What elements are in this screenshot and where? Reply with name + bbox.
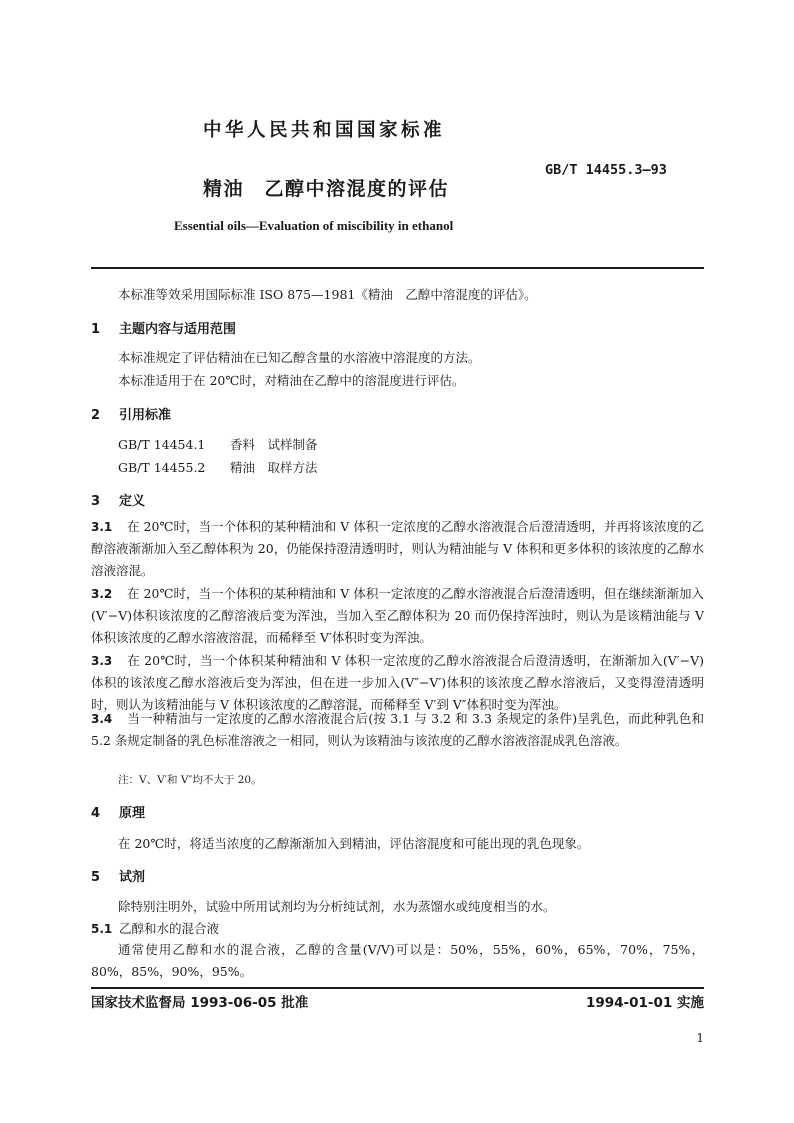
clause-3-1 — [91, 516, 704, 583]
section-3-note: 注：V、V′和 V″均不大于 20。 — [118, 774, 262, 786]
section-2-title: 引用标准 — [119, 408, 172, 423]
clause-3-2 — [91, 583, 704, 650]
section-5-text: 除特别注明外，试验中所用试剂均为分析纯试剂，水为蒸馏水或纯度相当的水。 — [118, 899, 556, 914]
section-1-line-1: 本标准规定了评估精油在已知乙醇含量的水溶液中溶混度的方法。 — [118, 350, 481, 365]
clause-3-4-text: 当一种精油与一定浓度的乙醇水溶液混合后(按 3.1 与 3.2 和 3.3 条规定的条件)呈乳色，而此种乳色和 5.2 条规定制备的乳色标准溶液之一相同，则认为该精油与该浓度的乙醇水溶液溶混成乳色溶液。 — [91, 711, 704, 749]
reference-1-code: GB/T 14454.1 — [118, 437, 206, 452]
reference-2-code: GB/T 14455.2 — [118, 460, 206, 475]
section-5-number: 5 — [91, 870, 101, 885]
clause-3-4 — [91, 708, 704, 752]
section-3-number: 3 — [91, 494, 101, 509]
clause-3-1-number: 3.1 — [91, 520, 113, 534]
section-4-text: 在 20℃时，将适当浓度的乙醇渐渐加入到精油，评估溶混度和可能出现的乳色现象。 — [118, 836, 590, 851]
section-4-number: 4 — [91, 806, 101, 821]
section-3-title: 定义 — [119, 494, 146, 509]
clause-3-1-text: 在 20℃时，当一个体积的某种精油和 V 体积一定浓度的乙醇水溶液混合后澄清透明，并再将该浓度的乙醇溶液渐渐加入至乙醇体积为 20，仍能保持澄清透明时，则认为精油能与 V 体积和更多体积的该浓度的乙醇水溶液溶混。 — [91, 519, 704, 579]
section-1-title: 主题内容与适用范围 — [119, 322, 237, 337]
subclause-5-1 — [91, 919, 219, 937]
national-standard-title: 中华人民共和国国家标准 — [203, 120, 446, 141]
section-2-heading — [91, 404, 171, 423]
clause-3-3-number: 3.3 — [91, 654, 113, 668]
page-number: 1 — [696, 1031, 704, 1045]
subclause-5-1-text: 通常使用乙醇和水的混合液，乙醇的含量(V/V)可以是：50%，55%，60%，65%，70%，75%，80%，85%，90%，95%。 — [91, 942, 704, 980]
section-1-line-2: 本标准适用于在 20℃时，对精油在乙醇中的溶混度进行评估。 — [118, 373, 465, 388]
subclause-5-1-title: 乙醇和水的混合液 — [119, 921, 220, 936]
clause-3-3-text: 在 20℃时，当一个体积某种精油和 V 体积一定浓度的乙醇水溶液混合后澄清透明，在渐渐加入(V′−V)体积的该浓度乙醇水溶液后变为浑浊，但在进一步加入(V″−V′)体积的该浓度乙醇水溶液后，又变得澄清透明时，则认为该精油能与 V 体积该浓度的乙醇溶混，而稀释至 V′到 V″体积时变为浑浊。 — [91, 653, 704, 713]
section-1-heading — [91, 318, 236, 337]
section-4-title: 原理 — [119, 806, 146, 821]
subclause-5-1-number: 5.1 — [91, 922, 113, 936]
reference-1 — [118, 435, 318, 453]
intro-text: 本标准等效采用国际标准 ISO 875—1981《精油 乙醇中溶混度的评估》。 — [118, 287, 537, 302]
footer-rule — [91, 987, 704, 989]
standard-code: GB/T 14455.3—93 — [545, 162, 667, 178]
reference-1-name: 香料 试样制备 — [230, 437, 318, 452]
reference-2 — [118, 458, 318, 476]
clause-3-2-text: 在 20℃时，当一个体积的某种精油和 V 体积一定浓度的乙醇水溶液混合后澄清透明，但在继续渐渐加入(V′−V)体积该浓度的乙醇溶液后变为浑浊，当加入至乙醇体积为 20 而仍保持浑浊时，则认为是该精油能与 V 体积该浓度的乙醇水溶液溶混，而稀释至 V′体积时变为浑浊。 — [91, 586, 704, 646]
effective-date: 1994-01-01 实施 — [585, 995, 704, 1011]
approval-statement: 国家技术监督局 1993-06-05 批准 — [91, 995, 309, 1011]
section-3-heading — [91, 490, 145, 509]
document-title: 精油 乙醇中溶混度的评估 — [203, 178, 450, 200]
reference-2-name: 精油 取样方法 — [230, 460, 318, 475]
section-4-heading — [91, 802, 145, 821]
clause-3-3 — [91, 650, 704, 717]
document-title-english: Essential oils—Evaluation of miscibility in ethanol — [174, 218, 454, 233]
header-rule — [91, 267, 704, 269]
section-5-heading — [91, 866, 145, 885]
section-2-number: 2 — [91, 408, 101, 423]
clause-3-4-number: 3.4 — [91, 712, 113, 726]
clause-3-2-number: 3.2 — [91, 587, 113, 601]
section-5-title: 试剂 — [119, 870, 146, 885]
section-1-number: 1 — [91, 322, 101, 337]
